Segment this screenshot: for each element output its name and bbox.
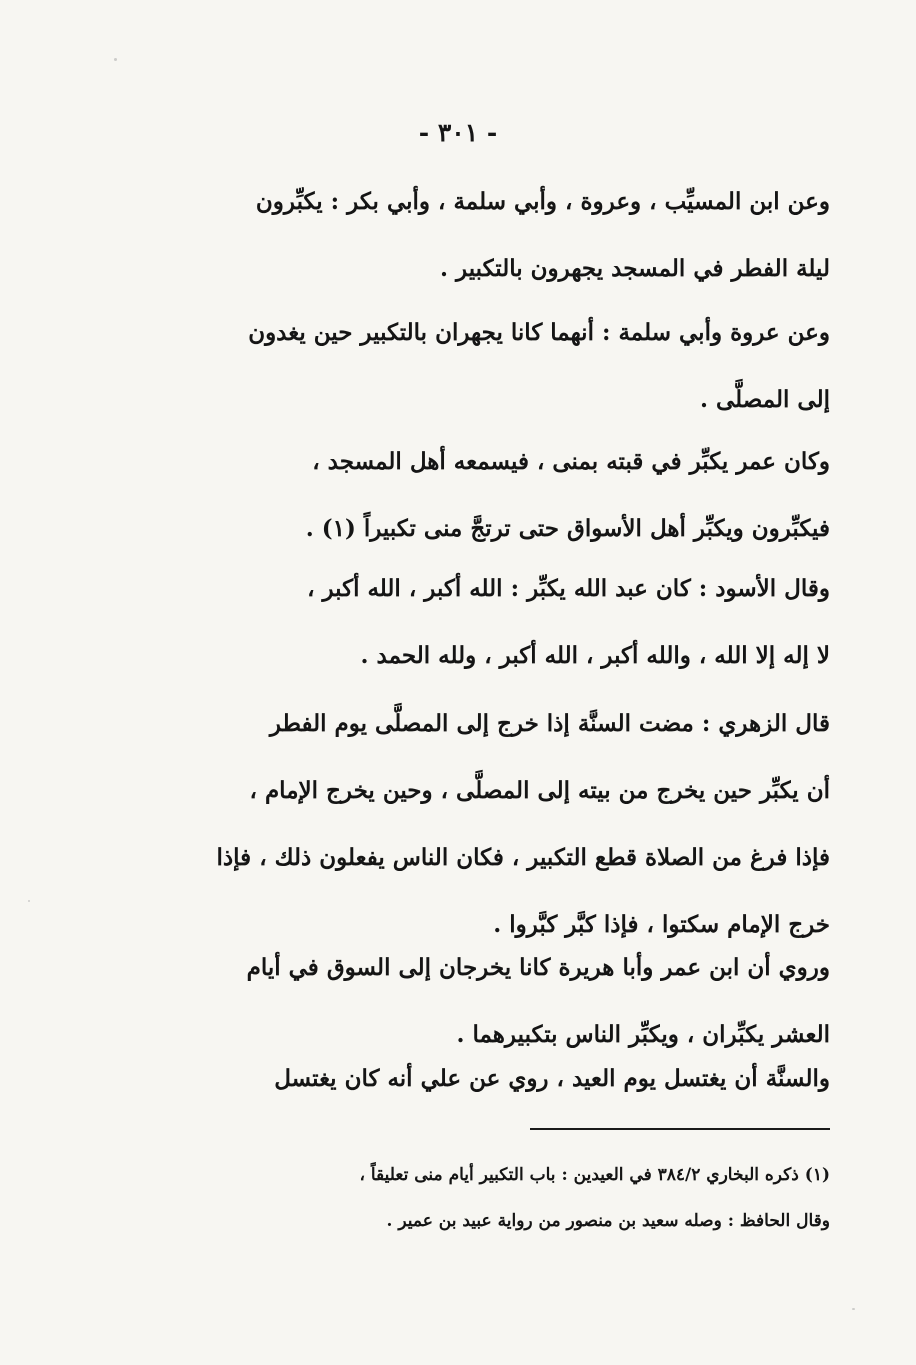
paragraph-line: أن يكبِّر حين يخرج من بيته إلى المصلَّى ، وحين يخرج الإمام ، (249, 777, 830, 804)
paragraph-4 (180, 555, 830, 689)
paragraph-line: وعن ابن المسيِّب ، وعروة ، وأبي سلمة ، وأبي بكر : يكبِّرون (255, 188, 830, 215)
paragraph-line: وروي أن ابن عمر وأبا هريرة كانا يخرجان إلى السوق في أيام (246, 954, 830, 981)
paragraph-line: خرج الإمام سكتوا ، فإذا كبَّر كبَّروا . (493, 911, 830, 938)
paragraph-line: العشر يكبِّران ، ويكبِّر الناس بتكبيرهما . (456, 1021, 830, 1048)
scan-speck (852, 1308, 855, 1310)
paragraph-line: وعن عروة وأبي سلمة : أنهما كانا يجهران بالتكبير حين يغدون (248, 319, 830, 346)
footnote-separator (530, 1128, 830, 1130)
scan-speck (28, 900, 30, 902)
scan-speck (114, 58, 117, 61)
paragraph-line: فيكبِّرون ويكبِّر أهل الأسواق حتى ترتجَّ منى تكبيراً (١) . (305, 515, 830, 542)
paragraph-line: إلى المصلَّى . (699, 386, 830, 413)
paragraph-7 (180, 1045, 830, 1112)
paragraph-1 (180, 168, 830, 302)
paragraph-line: لا إله إلا الله ، والله أكبر ، الله أكبر ، ولله الحمد . (360, 642, 830, 669)
paragraph-line: والسنَّة أن يغتسل يوم العيد ، روي عن علي أنه كان يغتسل (274, 1065, 830, 1092)
footnote-line: (١) ذكره البخاري ٣٨٤/٢ في العيدين : باب التكبير أيام منى تعليقاً ، (359, 1165, 830, 1185)
paragraph-line: فإذا فرغ من الصلاة قطع التكبير ، فكان الناس يفعلون ذلك ، فإذا (216, 844, 830, 871)
paragraph-line: وكان عمر يكبِّر في قبته بمنى ، فيسمعه أهل المسجد ، (312, 448, 830, 475)
paragraph-3 (180, 428, 830, 562)
paragraph-line: ليلة الفطر في المسجد يجهرون بالتكبير . (439, 255, 830, 282)
paragraph-line: وقال الأسود : كان عبد الله يكبِّر : الله أكبر ، الله أكبر ، (307, 575, 830, 602)
paragraph-line: قال الزهري : مضت السنَّة إذا خرج إلى المصلَّى يوم الفطر (269, 710, 830, 737)
paragraph-5 (180, 690, 830, 958)
footnote-line: وقال الحافظ : وصله سعيد بن منصور من رواية عبيد بن عمير . (386, 1211, 830, 1231)
paragraph-2 (180, 299, 830, 433)
page-number: - ٣٠١ - (418, 118, 498, 147)
footnote (180, 1152, 830, 1244)
